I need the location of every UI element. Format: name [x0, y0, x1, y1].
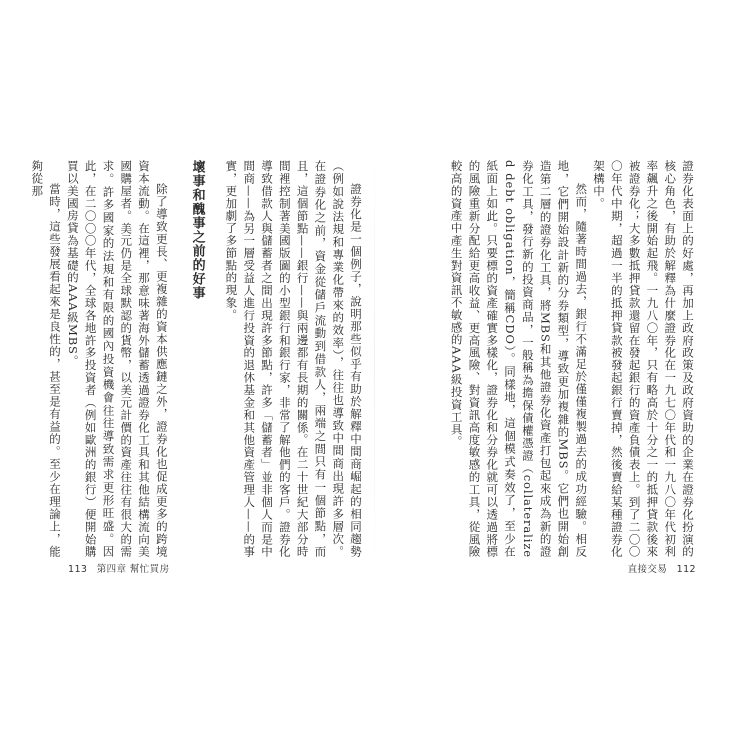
book-gutter — [374, 140, 375, 580]
left-page-footer — [68, 561, 176, 575]
running-title: 直接交易 — [627, 564, 668, 575]
left-page-body — [27, 160, 364, 558]
page-number: 113 — [68, 564, 88, 575]
section-heading: 壞事和醜事之前的好事 — [189, 160, 205, 300]
left-page — [30, 160, 364, 558]
running-title: 第四章 幫忙買房 — [96, 564, 170, 575]
body-paragraph: 當時，這些發展看起來是良性的，甚至是有益的。至少在理論上，能夠從那 — [30, 160, 63, 558]
body-paragraph: 然而，隨著時間過去，銀行不滿足於僅僅複製過去的成功經驗。相反地，它們開始設計新的分券類型，導致更加複雜的MBS。它們也開始創造第二層的證券化工具，將MBS和其他證券化資產打包起來成為新的證券化工具，發行新的投資商品，一般稱為擔保債權憑證（collateralized debt obligation，簡稱CDO）。同樣地，這個模式奏效了，至少在紙面上如此。只要標的資產確實多樣化，證券化和分券化就可以透過將標的風險重新分配給更高收益、更高風險、對資訊高度敏感的工具，從風險較高的資產中產生對資訊不敏感的AAA級投資工具。 — [449, 160, 589, 558]
body-paragraph: 除了導致更長、更複雜的資本供應鏈之外，證券化也促成更多的跨境資本流動。在這裡，那意味著海外儲蓄透過證券化工具和其他結構流向美國購屋者。美元仍是全球默認的貨幣，以美元計價的資產往往有很大的需求。許多國家的法規和有限的國內投資機會往往導致需求更形旺盛。因此，在二〇〇〇年代，全球各地許多投資者（例如歐洲的銀行）便開始購買以美國房貸為基礎的AAA級MBS。 — [65, 160, 169, 558]
body-paragraph: 證券化是一個例子，說明那些似乎有助於解釋中間商崛起的相同趨勢（例如說法規和專業化帶來的效率），往往也導致中間商出現許多層次。在證券化之前，資金從儲戶流動到借款人，兩端之間只有一個節點，而且，這個節點——銀行——與兩邊都有長期的關係。在二十世紀大部分時間裡控制著美國版圖的小型銀行和銀行家，非常了解他們的客戶。證券化導致借款人與儲蓄者之間出現許多節點，許多「儲蓄者」並非個人而是中間商——為另一層受益人進行投資的退休基金和其他資產管理人——的事實，更加劇了多節點的現象。 — [224, 160, 363, 558]
body-paragraph: 證券化表面上的好處，再加上政府政策及政府資助的企業在證券化扮演的核心角色，有助於解釋為什麼證券化在一九七〇年代和一九八〇年代初利率飆升之後開始起飛。一九八〇年，只有略高於十分之一的抵押貸款後來被證券化；大多數抵押貸款還留在發起銀行的資產負債表上。到了二〇〇〇年代中期，超過一半的抵押貸款被發起銀行賣掉，然後賣給某種證券化架構中。 — [592, 160, 695, 558]
page-number: 112 — [676, 564, 696, 575]
right-page-body — [447, 160, 696, 558]
right-page — [392, 160, 696, 558]
right-page-footer — [622, 561, 696, 575]
